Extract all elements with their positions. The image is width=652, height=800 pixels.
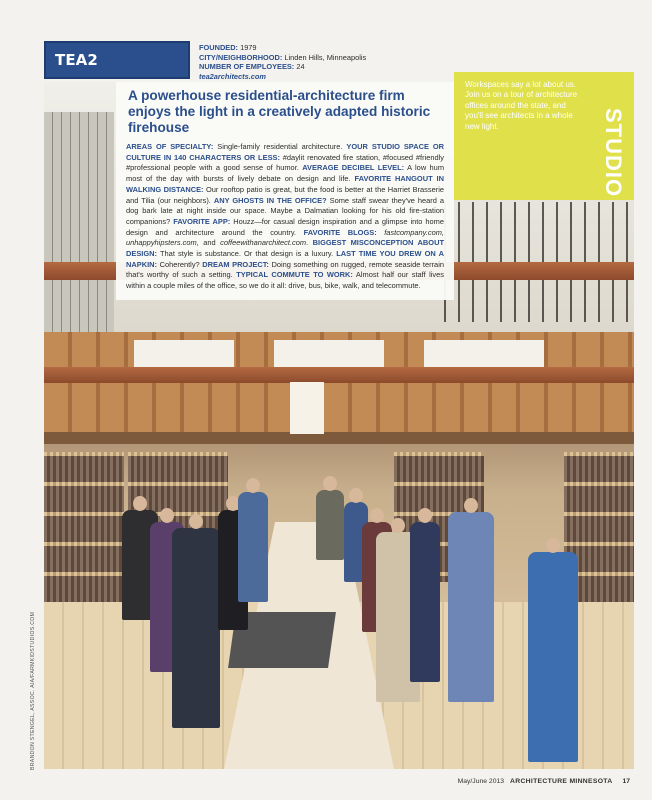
city-label: CITY/NEIGHBORHOOD:: [199, 52, 283, 62]
employees-row: [199, 62, 366, 72]
qa-answer: That style is substance. Or that design is a luxury.: [160, 249, 334, 259]
founded-label: FOUNDED:: [199, 43, 239, 52]
qa-answer: A low hum most of the day with bursts of lively debate on design and life.: [126, 163, 445, 184]
qa-answer-blogs-and: and: [198, 238, 221, 248]
article-box: [116, 82, 454, 300]
photo-skylight-center: [274, 340, 384, 370]
photo-credit: BRANDON STENGEL, ASSOC. AIA/FARMKIDSTUDIOS.COM: [30, 611, 36, 770]
page-number: 17: [622, 778, 630, 785]
qa-question: TYPICAL COMMUTE TO WORK:: [236, 270, 353, 280]
qa-answer-blogs-a: fastcompany.com, unhappyhipsters.com,: [126, 227, 444, 248]
qa-answer: Almost half our staff lives within a couple miles of the office, so we do it all: drive, bus, bike, walk, and telecommute.: [126, 270, 444, 291]
photo-skylight-right: [424, 340, 544, 370]
qa-answer: #daylit renovated fire station, #focused #friendly #professional people with a good sense of humor.: [126, 152, 444, 173]
qa-answer: Doing something on rugged, remote seaside terrain that's worthy of such a setting.: [126, 259, 444, 280]
qa-question: FAVORITE BLOGS:: [303, 227, 377, 237]
photo-pendant-lamp: [290, 382, 324, 434]
series-sidebar: [454, 72, 634, 200]
photo-beam-lower: [44, 432, 634, 444]
page-footer: [458, 778, 630, 785]
founded-row: [199, 43, 366, 53]
qa-question: AVERAGE DECIBEL LEVEL:: [302, 163, 405, 173]
firm-facts: [199, 43, 366, 81]
qa-answer: Some staff swear they've heard a dog bark late at night inside our space. Maybe a Dalmatian looking for his old fire-station companions?: [126, 195, 444, 226]
photo-beam-middle: [44, 367, 634, 383]
magazine-name: ARCHITECTURE MINNESOTA: [510, 778, 613, 785]
qa-answer-blogs-end: .: [306, 238, 309, 248]
photo-person: [238, 492, 268, 602]
photo-person: [528, 552, 578, 762]
firm-website-link[interactable]: tea2architects.com: [199, 71, 266, 81]
qa-question: YOUR STUDIO SPACE OR CULTURE IN 140 CHARACTERS OR LESS:: [126, 142, 444, 162]
qa-question: AREAS OF SPECIALTY:: [126, 142, 214, 151]
qa-answer: Our rooftop patio is great, but the food is better at the Harriet Brasserie and Tilia (our neighbors).: [126, 184, 445, 205]
qa-answer: Houzz—for casual design inspiration and a glimpse into home design and architecture around the country.: [126, 216, 444, 237]
qa-answer-blogs-b: coffeewithanarchitect.com: [220, 238, 307, 248]
city-value: Linden Hills, Minneapolis: [284, 52, 367, 62]
employees-label: NUMBER OF EMPLOYEES:: [199, 62, 295, 72]
article-body: [126, 142, 444, 292]
founded-value: 1979: [240, 43, 257, 52]
series-sidebar-tag: STUDIO: [601, 108, 626, 198]
qa-question: LAST TIME YOU DREW ON A NAPKIN:: [126, 249, 444, 269]
photo-person: [448, 512, 494, 702]
city-row: [199, 53, 366, 63]
qa-answer: Single-family residential architecture.: [217, 142, 343, 151]
firm-name: TEA2: [55, 51, 98, 69]
qa-answer: Coherently?: [159, 259, 200, 269]
qa-question: DREAM PROJECT:: [202, 259, 269, 269]
photo-skylight-left: [134, 340, 234, 370]
photo-person: [172, 528, 220, 728]
employees-value: 24: [296, 62, 305, 72]
qa-question: ANY GHOSTS IN THE OFFICE?: [213, 195, 327, 205]
qa-question: FAVORITE APP:: [173, 216, 231, 226]
article-headline: A powerhouse residential-architecture firm enjoys the light in a creatively adapted historic firehouse: [128, 88, 431, 135]
photo-person: [410, 522, 440, 682]
photo-left-window: [44, 112, 114, 342]
series-sidebar-text: Workspaces say a lot about us. Join us on a tour of architecture offices around the state, and you'll see architects in a whole new light.: [465, 80, 578, 131]
issue-date: May/June 2013: [457, 778, 505, 785]
qa-question: FAVORITE HANGOUT IN WALKING DISTANCE:: [126, 174, 444, 194]
firm-logo: [44, 41, 190, 79]
photo-person: [316, 490, 344, 560]
qa-question: BIGGEST MISCONCEPTION ABOUT DESIGN:: [126, 238, 444, 259]
